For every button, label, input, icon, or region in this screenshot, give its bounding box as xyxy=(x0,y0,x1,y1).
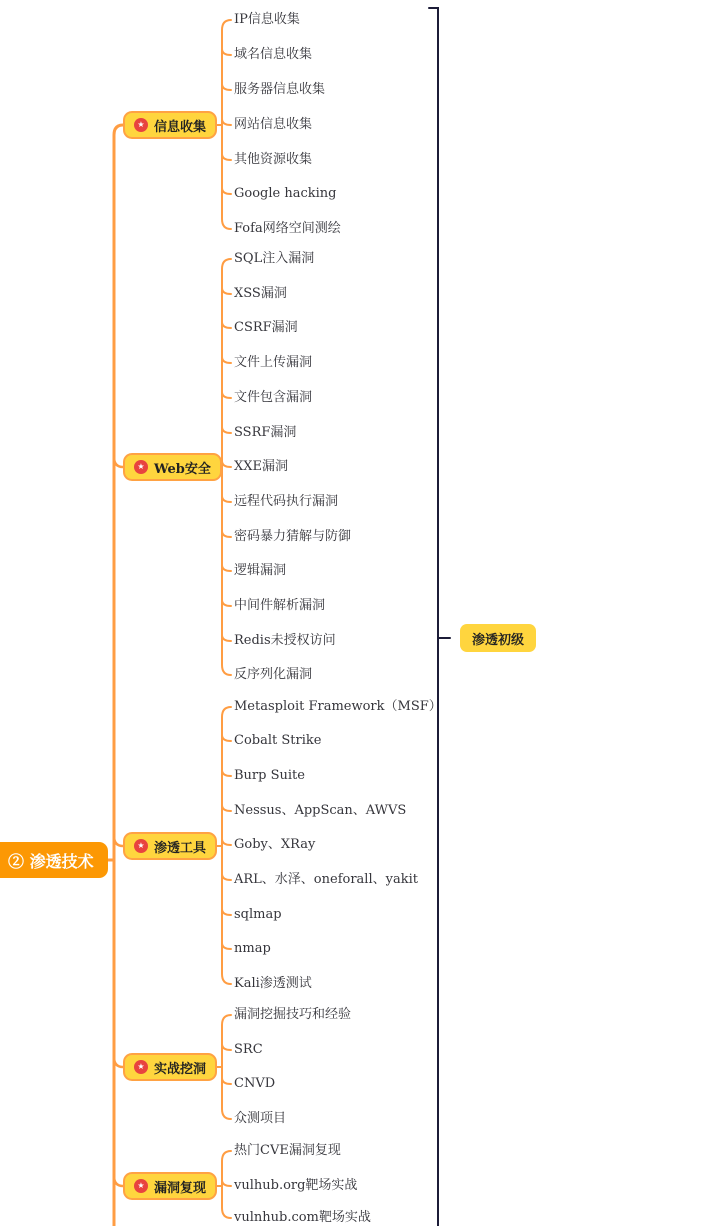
leaf-node[interactable]: 文件包含漏洞 xyxy=(234,390,313,405)
leaf-node[interactable]: Google hacking xyxy=(234,186,337,201)
leaf-node[interactable]: 网站信息收集 xyxy=(234,117,313,132)
leaf-node[interactable]: 反序列化漏洞 xyxy=(234,667,313,682)
branch-node-bug-hunting[interactable] xyxy=(123,1053,217,1081)
leaf-node[interactable]: 其他资源收集 xyxy=(234,152,313,167)
leaf-node[interactable]: Goby、XRay xyxy=(234,837,316,852)
leaf-node[interactable]: CNVD xyxy=(234,1076,276,1091)
branch-node-info-gathering[interactable] xyxy=(123,111,217,139)
leaf-node[interactable]: Burp Suite xyxy=(234,768,305,783)
leaf-node[interactable]: Fofa网络空间测绘 xyxy=(234,221,341,236)
star-icon: ★ xyxy=(134,118,148,132)
leaf-node[interactable]: vulnhub.com靶场实战 xyxy=(234,1210,371,1225)
branch-label: Web安全 xyxy=(154,461,211,477)
leaf-node[interactable]: nmap xyxy=(234,941,271,956)
leaf-node[interactable]: sqlmap xyxy=(234,907,282,922)
root-node-label: ② 渗透技术 xyxy=(8,851,94,871)
leaf-node[interactable]: Kali渗透测试 xyxy=(234,976,312,991)
branch-node-vuln-reproduce[interactable] xyxy=(123,1172,217,1200)
leaf-node[interactable]: 中间件解析漏洞 xyxy=(234,598,326,613)
branch-label: 实战挖洞 xyxy=(154,1061,207,1077)
leaf-node[interactable]: 热门CVE漏洞复现 xyxy=(234,1143,341,1158)
branch-node-pentest-tools[interactable] xyxy=(123,832,217,860)
leaf-node[interactable]: 远程代码执行漏洞 xyxy=(234,494,339,509)
branch-label: 漏洞复现 xyxy=(154,1180,207,1196)
leaf-node[interactable]: 服务器信息收集 xyxy=(234,82,326,97)
leaf-node[interactable]: CSRF漏洞 xyxy=(234,320,298,335)
star-icon: ★ xyxy=(134,1179,148,1193)
leaf-node[interactable]: 逻辑漏洞 xyxy=(234,563,287,578)
leaf-node[interactable]: Redis未授权访问 xyxy=(234,633,336,648)
leaf-node[interactable]: Nessus、AppScan、AWVS xyxy=(234,803,407,818)
leaf-node[interactable]: XSS漏洞 xyxy=(234,286,287,301)
branch-node-web-security[interactable] xyxy=(123,453,222,481)
leaf-node[interactable]: SRC xyxy=(234,1042,263,1057)
branch-label: 渗透工具 xyxy=(154,840,207,856)
star-icon: ★ xyxy=(134,839,148,853)
summary-node-label: 渗透初级 xyxy=(472,632,525,648)
leaf-node[interactable]: Metasploit Framework（MSF） xyxy=(234,699,442,714)
leaf-node[interactable]: 域名信息收集 xyxy=(234,47,313,62)
leaf-node[interactable]: ARL、水泽、oneforall、yakit xyxy=(234,872,418,887)
leaf-node[interactable]: SSRF漏洞 xyxy=(234,425,297,440)
leaf-node[interactable]: XXE漏洞 xyxy=(234,459,288,474)
leaf-node[interactable]: 漏洞挖掘技巧和经验 xyxy=(234,1007,352,1022)
branch-label: 信息收集 xyxy=(154,119,207,135)
leaf-node[interactable]: Cobalt Strike xyxy=(234,733,322,748)
star-icon: ★ xyxy=(134,1060,148,1074)
leaf-node[interactable]: IP信息收集 xyxy=(234,12,300,27)
root-node[interactable] xyxy=(0,842,108,878)
leaf-node[interactable]: 文件上传漏洞 xyxy=(234,355,313,370)
leaf-node[interactable]: vulhub.org靶场实战 xyxy=(234,1178,358,1193)
leaf-node[interactable]: 密码暴力猜解与防御 xyxy=(234,529,352,544)
summary-node[interactable] xyxy=(460,624,536,652)
leaf-node[interactable]: 众测项目 xyxy=(234,1111,287,1126)
star-icon: ★ xyxy=(134,460,148,474)
leaf-node[interactable]: SQL注入漏洞 xyxy=(234,251,315,266)
